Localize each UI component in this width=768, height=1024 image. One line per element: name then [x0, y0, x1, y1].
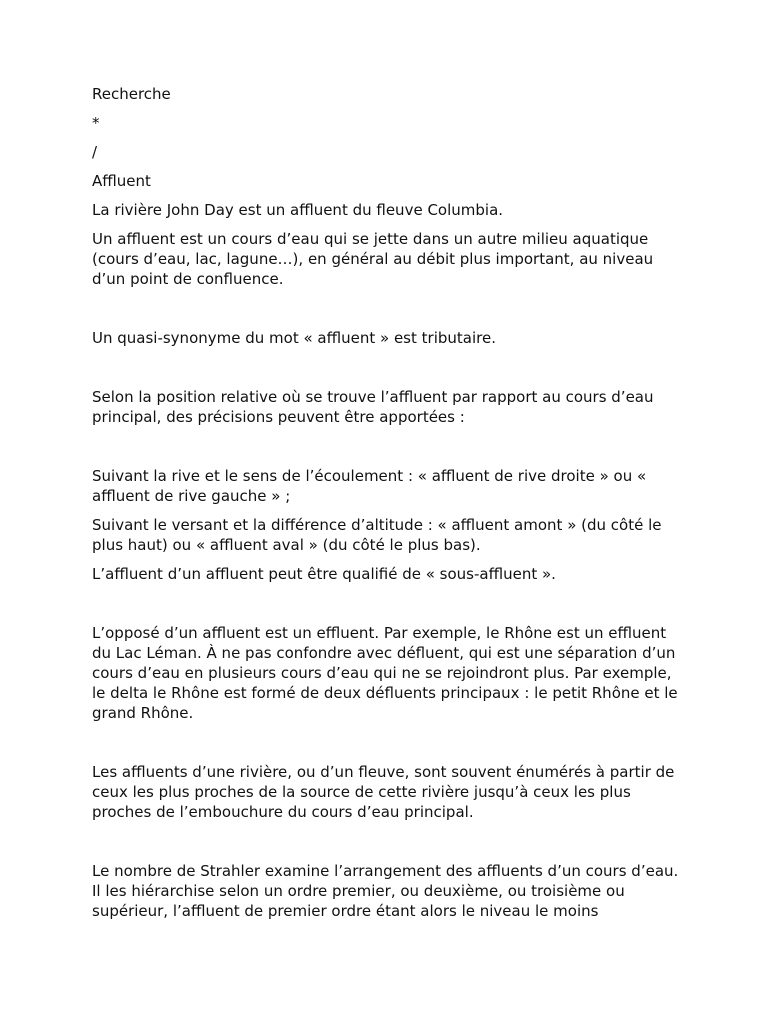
paragraph-asterisk: *	[92, 114, 100, 132]
paragraph-versant: Suivant le versant et la différence d’altitude : « affluent amont » (du côté le plus haut) ou « affluent aval » (du côté le plus bas).	[92, 516, 662, 554]
paragraph-slash: /	[92, 143, 98, 161]
paragraph-john-day: La rivière John Day est un affluent du fleuve Columbia.	[92, 201, 504, 219]
paragraph-effluent: L’opposé d’un affluent est un effluent. Par exemple, le Rhône est un effluent du Lac Léman. À ne pas confondre avec défluent, qui est une séparation d’un cours d’eau en plusieurs cours d’eau qui ne se rejoindront plus. Par exemple, le delta le Rhône est formé de deux défluents principaux : le petit Rhône et le grand Rhône.	[92, 624, 678, 722]
paragraph-rive: Suivant la rive et le sens de l’écoulement : « affluent de rive droite » ou « affluent de rive gauche » ;	[92, 467, 647, 505]
paragraph-sous-affluent: L’affluent d’un affluent peut être qualifié de « sous-affluent ».	[92, 565, 556, 583]
paragraph-enumeration: Les affluents d’une rivière, ou d’un fleuve, sont souvent énumérés à partir de ceux les plus proches de la source de cette rivière jusqu’à ceux les plus proches de l’embouchure du cours d’eau principal.	[92, 763, 675, 821]
paragraph-recherche: Recherche	[92, 85, 171, 103]
paragraph-definition: Un affluent est un cours d’eau qui se jette dans un autre milieu aquatique (cours d’eau, lac, lagune…), en général au débit plus important, au niveau d’un point de confluence.	[92, 230, 654, 288]
paragraph-synonym: Un quasi-synonyme du mot « affluent » est tributaire.	[92, 329, 496, 347]
paragraph-heading-affluent: Affluent	[92, 172, 151, 190]
paragraph-position: Selon la position relative où se trouve l’affluent par rapport au cours d’eau principal, des précisions peuvent être apportées :	[92, 388, 654, 426]
paragraph-strahler: Le nombre de Strahler examine l’arrangement des affluents d’un cours d’eau. Il les hiérarchise selon un ordre premier, ou deuxième, ou troisième ou supérieur, l’affluent de premier ordre étant alors le niveau le moins	[92, 862, 679, 920]
document-body	[92, 84, 684, 921]
